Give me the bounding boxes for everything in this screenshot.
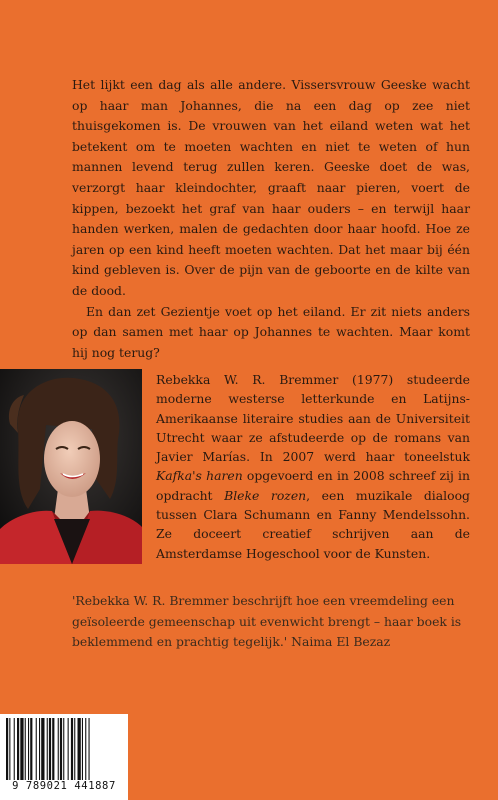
barcode-bar [89, 718, 90, 780]
bio-text-3: , een muzikale dialoog tussen Clara Schumann en Fanny Mendelssohn. Ze doceert creatief schrijven aan de Amsterdamse Hogeschool voor de Kunsten. [156, 487, 470, 561]
barcode-bar [85, 718, 86, 780]
barcode-bar [74, 718, 75, 780]
author-bio [156, 370, 470, 563]
barcode-bar [41, 718, 44, 780]
bio-title-play: Kafka's haren [156, 468, 243, 484]
barcode-bar [60, 718, 62, 780]
barcode-bar [63, 718, 64, 780]
barcode-bar [71, 718, 73, 780]
blurb-text [72, 75, 470, 363]
barcode-bar [58, 718, 59, 780]
blurb-paragraph-1: Het lijkt een dag als alle andere. Vissersvrouw Geeske wacht op haar man Johannes, die na een dag op zee niet thuisgekomen is. De vrouwen van het eiland weten wat het betekent om te moeten wachten en niet te weten of hun mannen levend terug zullen keren. Geeske doet de was, verzorgt haar kleindochter, graaft naar pieren, voert de kippen, bezoekt het graf van haar ouders – en terwijl haar handen werken, malen de gedachten door haar hoofd. Hoe ze jaren op een kind heeft moeten wachten. Dat het maar bij één kind gebleven is. Over de pijn van de geboorte en de kilte van de dood. [72, 77, 470, 298]
barcode-bar [36, 718, 37, 780]
bio-title-musical: Bleke rozen [224, 487, 307, 503]
barcode-bar [68, 718, 69, 780]
barcode-bar [6, 718, 8, 780]
barcode-bar [14, 718, 15, 780]
barcode-bar [17, 718, 19, 780]
barcode [0, 714, 128, 800]
bio-text-2: opgevoerd en in 2008 schreef zij in opdracht [156, 468, 470, 503]
barcode-bar [25, 718, 26, 780]
author-portrait-image [0, 369, 142, 564]
barcode-bar [9, 718, 10, 780]
barcode-bar [82, 718, 83, 780]
bio-text-1: Rebekka W. R. Bremmer (1977) studeerde moderne westerse letterkunde en Latijns-Amerikaanse literaire studies aan de Universiteit Utrecht waar ze afstudeerde op de romans van Javier Marías. In 2007 werd haar toneelstuk [156, 372, 470, 465]
review-quote: 'Rebekka W. R. Bremmer beschrijft hoe een vreemdeling een geïsoleerde gemeenschap uit evenwicht brengt – haar boek is beklemmend en prachtig tegelijk.' Naima El Bezaz [72, 593, 462, 650]
barcode-bar [47, 718, 48, 780]
barcode-bar [49, 718, 51, 780]
barcode-bar [20, 718, 23, 780]
barcode-bar [78, 718, 81, 780]
barcode-bar [39, 718, 40, 780]
barcode-bars [0, 714, 128, 784]
author-photo [0, 369, 142, 564]
barcode-bar [30, 718, 32, 780]
isbn-number: 9 789021 441887 [12, 780, 116, 792]
barcode-bar [52, 718, 54, 780]
blurb-paragraph-2: En dan zet Gezientje voet op het eiland. Er zit niets anders op dan samen met haar op Johannes te wachten. Maar komt hij nog terug? [72, 303, 470, 360]
barcode-bar [28, 718, 29, 780]
